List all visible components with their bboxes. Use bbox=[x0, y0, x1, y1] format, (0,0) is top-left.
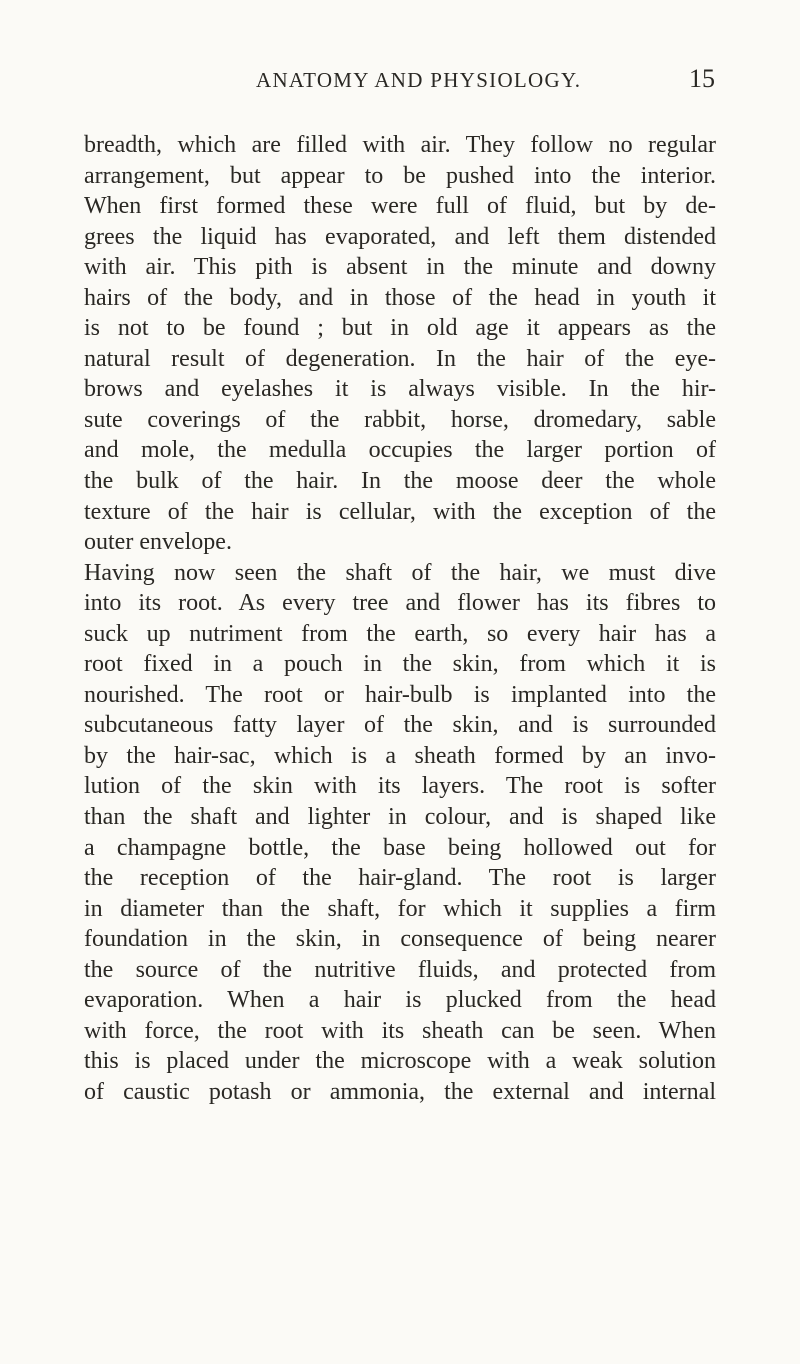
text-line: grees the liquid has evaporated, and left them distended bbox=[84, 223, 716, 250]
text-line: breadth, which are filled with air. They follow no regular bbox=[84, 132, 716, 158]
text-line: arrangement, but appear to be pushed into the interior. bbox=[84, 162, 716, 189]
text-line: sute coverings of the rabbit, horse, dromedary, sable bbox=[84, 406, 716, 433]
text-line: with air. This pith is absent in the minute and downy bbox=[84, 254, 716, 281]
text-line: suck up nutriment from the earth, so every hair has a bbox=[84, 620, 716, 647]
text-line: lution of the skin with its layers. The root is softer bbox=[84, 773, 716, 800]
text-line: outer envelope. bbox=[84, 529, 232, 556]
text-line: natural result of degeneration. In the hair of the eye- bbox=[84, 345, 716, 372]
running-title: ANATOMY AND PHYSIOLOGY. bbox=[256, 68, 582, 92]
text-line: nourished. The root or hair-bulb is implanted into the bbox=[84, 681, 716, 708]
text-line: texture of the hair is cellular, with the exception of the bbox=[84, 498, 716, 525]
text-line: root fixed in a pouch in the skin, from which it is bbox=[84, 651, 716, 678]
text-line: When first formed these were full of fluid, but by de- bbox=[84, 193, 716, 220]
text-line: this is placed under the microscope with a weak solution bbox=[84, 1048, 716, 1075]
text-line: with force, the root with its sheath can be seen. When bbox=[84, 1017, 716, 1044]
text-line: hairs of the body, and in those of the head in youth it bbox=[84, 284, 716, 311]
text-line: a champagne bottle, the base being hollowed out for bbox=[84, 834, 716, 861]
running-head bbox=[0, 64, 800, 108]
text-line: into its root. As every tree and flower has its fibres to bbox=[84, 590, 716, 617]
text-line: the source of the nutritive fluids, and protected from bbox=[84, 956, 716, 983]
paragraph-start-line: Having now seen the shaft of the hair, we must dive bbox=[84, 559, 716, 586]
body-text bbox=[84, 130, 716, 1108]
text-line: foundation in the skin, in consequence of being nearer bbox=[84, 926, 716, 953]
text-line: of caustic potash or ammonia, the external and internal bbox=[84, 1078, 716, 1105]
text-line: is not to be found ; but in old age it appears as the bbox=[84, 315, 716, 342]
page-number: 15 bbox=[689, 64, 715, 93]
text-line: evaporation. When a hair is plucked from the head bbox=[84, 987, 716, 1014]
text-line: brows and eyelashes it is always visible. In the hir- bbox=[84, 376, 716, 403]
text-line: the reception of the hair-gland. The root is larger bbox=[84, 865, 716, 892]
text-line: by the hair-sac, which is a sheath formed by an invo- bbox=[84, 742, 716, 769]
text-line: than the shaft and lighter in colour, and is shaped like bbox=[84, 804, 716, 831]
text-line: in diameter than the shaft, for which it supplies a firm bbox=[84, 895, 716, 922]
text-line: subcutaneous fatty layer of the skin, and is surrounded bbox=[84, 712, 716, 739]
text-line: the bulk of the hair. In the moose deer the whole bbox=[84, 468, 716, 495]
text-line: and mole, the medulla occupies the larger portion of bbox=[84, 437, 716, 464]
